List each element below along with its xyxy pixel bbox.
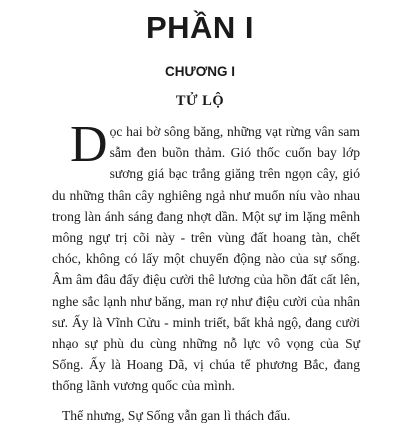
chapter-title: TỬ LỘ: [175, 93, 225, 109]
second-paragraph: Thế nhưng, Sự Sống vẫn gan lì thách đấu.: [62, 407, 291, 423]
drop-cap: D: [70, 116, 108, 173]
chapter-body: [52, 116, 360, 426]
opening-paragraph: [52, 116, 360, 397]
part-title: PHẦN I: [145, 10, 255, 45]
chapter-number: CHƯƠNG I: [165, 64, 235, 79]
opening-paragraph-text: ọc hai bờ sông băng, những vạt rừng vân sam sẫm đen buồn thảm. Gió thốc cuốn bay lớp sương giá bạc trắng giăng trên ngọn cây, gió du những thân cây nghiêng ngả như muốn níu vào nhau trong làn ánh sáng đang nhợt dần. Một sự im lặng mênh mông ngự trị cõi này - trên vùng đất hoang tàn, chết chóc, không có lấy một chuyển động nào của sự sống. Âm âm đâu đấy điệu cười thê lương của hồn đất cất lên, nghe sắc lạnh như băng, man rợ như điệu cười của nhân sư. Ấy là Vĩnh Cửu - minh triết, bất khả ngộ, đang cười nhạo sự phù du cùng những nỗ lực vô vọng của Sự Sống. Ấy là Hoang Dã, vị chúa tể phương Bắc, đang thống lãnh vương quốc của mình.: [52, 124, 360, 394]
